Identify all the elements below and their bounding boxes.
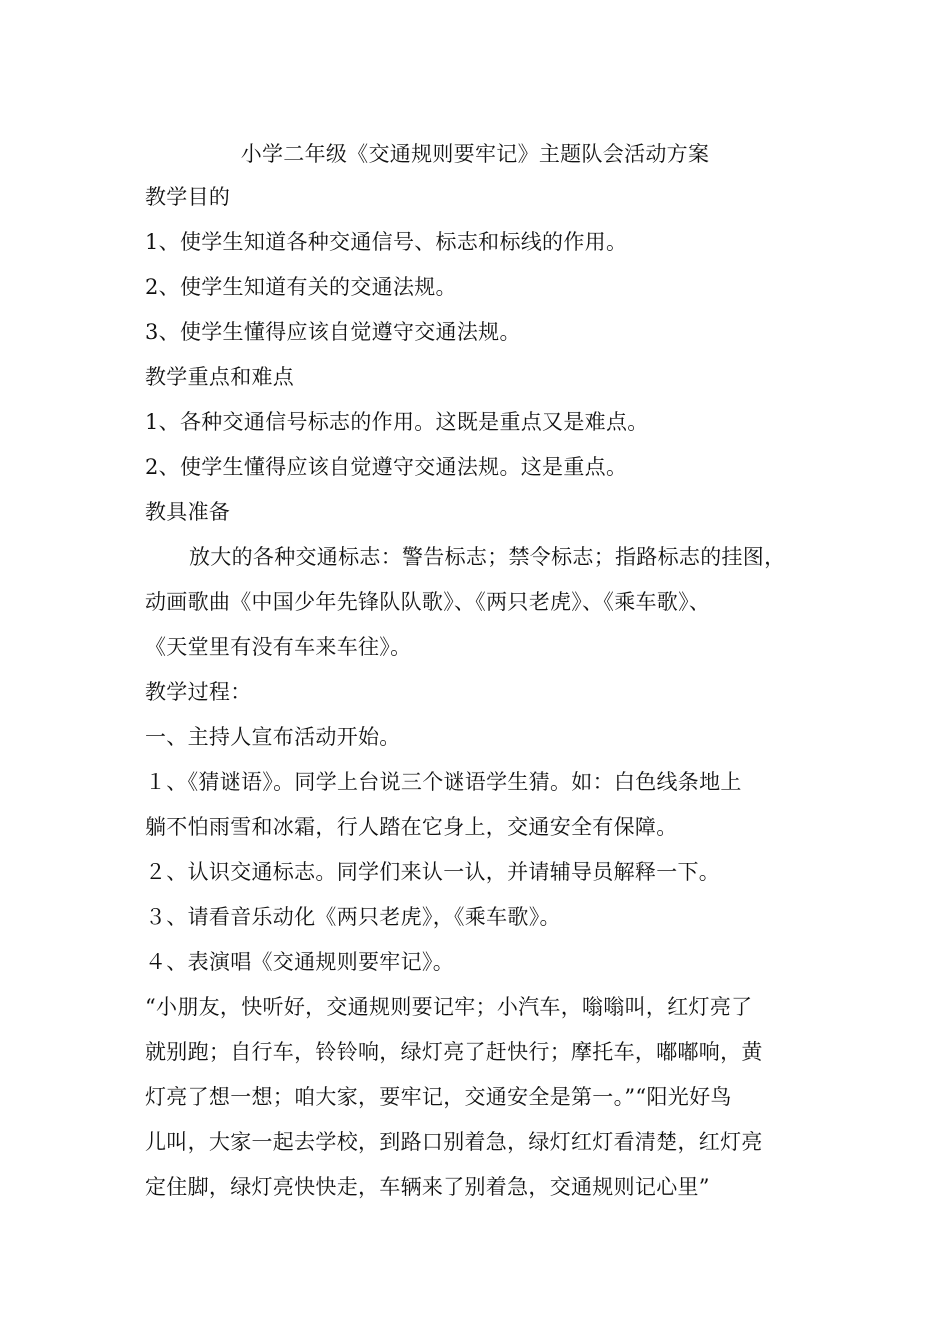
paragraph-line: 2、使学生知道有关的交通法规。 <box>145 275 457 299</box>
section-heading-key-points: 教学重点和难点 <box>145 365 295 389</box>
paragraph-line: １、《猜谜语》。同学上台说三个谜语学生猜。如：白色线条地上 <box>145 770 742 794</box>
section-heading-process: 教学过程： <box>145 680 252 704</box>
paragraph-line: 《天堂里有没有车来车往》。 <box>145 635 412 659</box>
paragraph-line: ３、请看音乐动化《两只老虎》，《乘车歌》。 <box>145 905 561 929</box>
paragraph-line: 就别跑；自行车，铃铃响，绿灯亮了赶快行；摩托车，嘟嘟响，黄 <box>145 1040 763 1064</box>
paragraph-line: 儿叫，大家一起去学校，到路口别着急，绿灯红灯看清楚，红灯亮 <box>145 1130 763 1154</box>
paragraph-line: 动画歌曲《中国少年先锋队队歌》、《两只老虎》、《乘车歌》、 <box>145 590 711 614</box>
section-heading-materials: 教具准备 <box>145 500 231 524</box>
paragraph-line: 放大的各种交通标志：警告标志；禁令标志；指路标志的挂图， <box>189 545 786 569</box>
paragraph-line: “小朋友，快听好，交通规则要记牢；小汽车，嗡嗡叫，红灯亮了 <box>145 995 753 1019</box>
paragraph-line: 2、使学生懂得应该自觉遵守交通法规。这是重点。 <box>145 455 628 479</box>
section-heading-objectives: 教学目的 <box>145 185 231 209</box>
document-title: 小学二年级《交通规则要牢记》主题队会活动方案 <box>240 142 710 166</box>
paragraph-line: 一、主持人宣布活动开始。 <box>145 725 401 749</box>
paragraph-line: 灯亮了想一想；咱大家，要牢记，交通安全是第一。”“阳光好鸟 <box>145 1085 732 1109</box>
paragraph-line: 定住脚，绿灯亮快快走，车辆来了别着急，交通规则记心里” <box>145 1175 710 1199</box>
paragraph-line: ４、表演唱《交通规则要牢记》。 <box>145 950 454 974</box>
paragraph-line: 躺不怕雨雪和冰霜，行人踏在它身上，交通安全有保障。 <box>145 815 678 839</box>
paragraph-line: 1、各种交通信号标志的作用。这既是重点又是难点。 <box>145 410 649 434</box>
paragraph-line: ２、认识交通标志。同学们来认一认，并请辅导员解释一下。 <box>145 860 721 884</box>
paragraph-line: 3、使学生懂得应该自觉遵守交通法规。 <box>145 320 521 344</box>
paragraph-line: 1、使学生知道各种交通信号、标志和标线的作用。 <box>145 230 628 254</box>
